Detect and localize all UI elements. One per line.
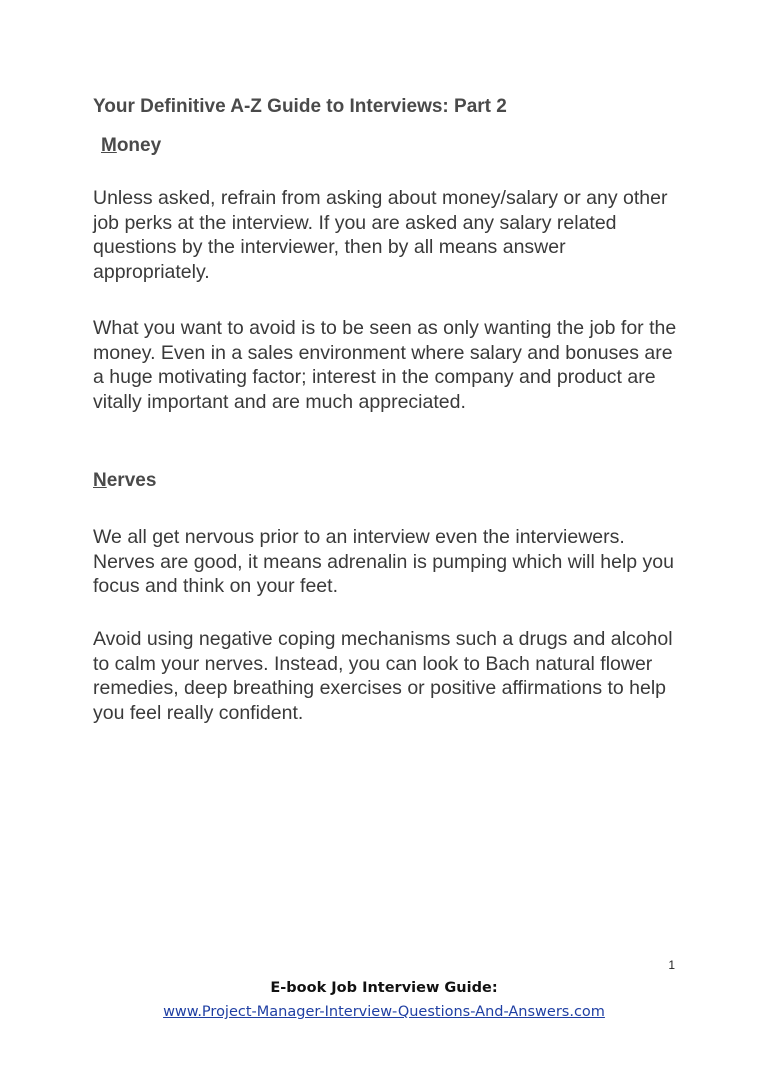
footer (0, 978, 768, 1022)
heading-initial: M (101, 135, 117, 156)
paragraph-money-2: What you want to avoid is to be seen as only wanting the job for the money. Even in a sales environment where salary and bonuses are a huge motivating factor; interest in the company and product are vitally important and are much appreciated. (93, 317, 677, 413)
paragraph-nerves-1: We all get nervous prior to an interview even the interviewers. Nerves are good, it means adrenalin is pumping which will help you focus and think on your feet. (93, 526, 674, 597)
page-number: 1 (668, 958, 675, 972)
footer-website-link[interactable]: www.Project-Manager-Interview-Questions-And-Answers.com (163, 1004, 605, 1020)
paragraph-money-1: Unless asked, refrain from asking about money/salary or any other job perks at the interview. If you are asked any salary related questions by the interviewer, then by all means answer appropriately. (93, 187, 668, 283)
heading-rest: oney (116, 135, 162, 156)
section-heading-money (101, 135, 161, 157)
section-heading-nerves (93, 470, 156, 492)
footer-title: E-book Job Interview Guide: (270, 980, 498, 996)
heading-rest: erves (106, 470, 157, 491)
paragraph-nerves-2: Avoid using negative coping mechanisms such a drugs and alcohol to calm your nerves. Instead, you can look to Bach natural flower remedies, deep breathing exercises or positive affirmations to help you feel really confident. (93, 628, 673, 724)
page-title: Your Definitive A-Z Guide to Interviews: Part 2 (93, 96, 507, 117)
heading-initial: N (93, 470, 107, 491)
